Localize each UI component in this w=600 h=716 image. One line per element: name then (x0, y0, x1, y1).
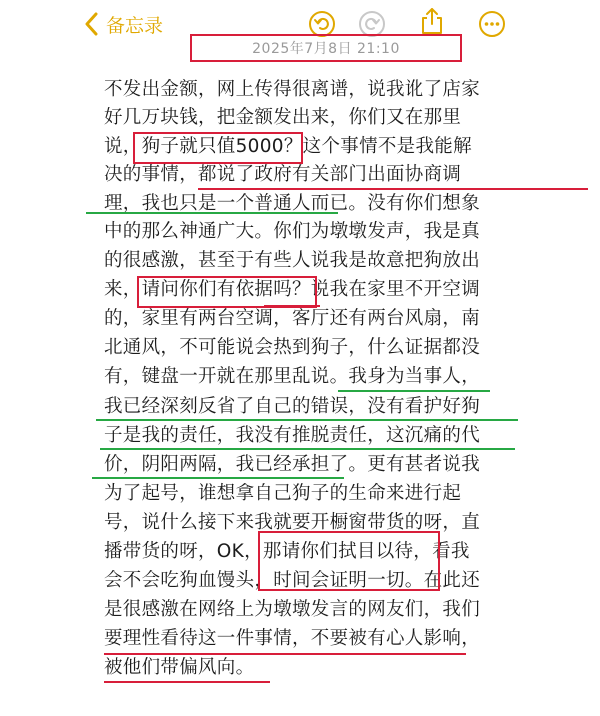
red-underline (104, 681, 270, 683)
highlight-box (258, 531, 440, 591)
note-line: 子是我的责任，我没有推脱责任，这沉痛的代 (104, 425, 481, 446)
note-line: 被他们带偏风向。 (104, 657, 255, 678)
red-underline (264, 305, 320, 307)
note-line: 要理性看待这一件事情，不要被有心人影响， (104, 628, 481, 649)
note-line: 号，说什么接下来我就要开橱窗带货的呀，直 (104, 512, 481, 533)
note-line: 北通风，不可能说会热到狗子，什么证据都没 (104, 337, 481, 358)
note-line: 我已经深刻反省了自己的错误，没有看护好狗 (104, 396, 481, 417)
red-underline (198, 188, 588, 190)
note-line: 说，狗子就只值5000？这个事情不是我能解 (104, 136, 472, 157)
note-timestamp: 2025年7月8日 21:10 (252, 41, 400, 57)
note-line: 为了起号，谁想拿自己狗子的生命来进行起 (104, 483, 462, 504)
note-line: 的，家里有两台空调，客厅还有两台风扇，南 (104, 308, 481, 329)
highlight-box (137, 276, 317, 308)
green-underline (86, 212, 338, 214)
note-line: 不发出金额，网上传得很离谱，说我讹了店家 (104, 79, 481, 100)
green-underline (96, 419, 518, 421)
note-line: 会不会吃狗血馒头，时间会证明一切。在此还 (104, 570, 481, 591)
back-label: 备忘录 (106, 14, 164, 37)
note-line: 播带货的呀，OK，那请你们拭目以待，看我 (104, 541, 470, 562)
note-line: 来，请问你们有依据吗？说我在家里不开空调 (104, 279, 481, 300)
note-line: 是很感激在网络上为墩墩发言的网友们，我们 (104, 599, 481, 620)
red-underline (104, 653, 466, 655)
note-line: 价，阴阳两隔，我已经承担了。更有甚者说我 (104, 454, 481, 475)
note-line: 的很感激，甚至于有些人说我是故意把狗放出 (104, 250, 481, 271)
note-line: 决的事情，都说了政府有关部门出面协商调 (104, 164, 462, 185)
green-underline (92, 477, 344, 479)
green-underline (338, 390, 490, 392)
note-line: 好几万块钱，把金额发出来，你们又在那里 (104, 107, 462, 128)
green-underline (100, 448, 515, 450)
note-line: 中的那么神通广大。你们为墩墩发声，我是真 (104, 221, 481, 242)
note-line: 理，我也只是一个普通人而已。没有你们想象 (104, 193, 481, 214)
note-line: 有，键盘一开就在那里乱说。我身为当事人， (104, 366, 481, 387)
highlight-box (133, 132, 303, 164)
